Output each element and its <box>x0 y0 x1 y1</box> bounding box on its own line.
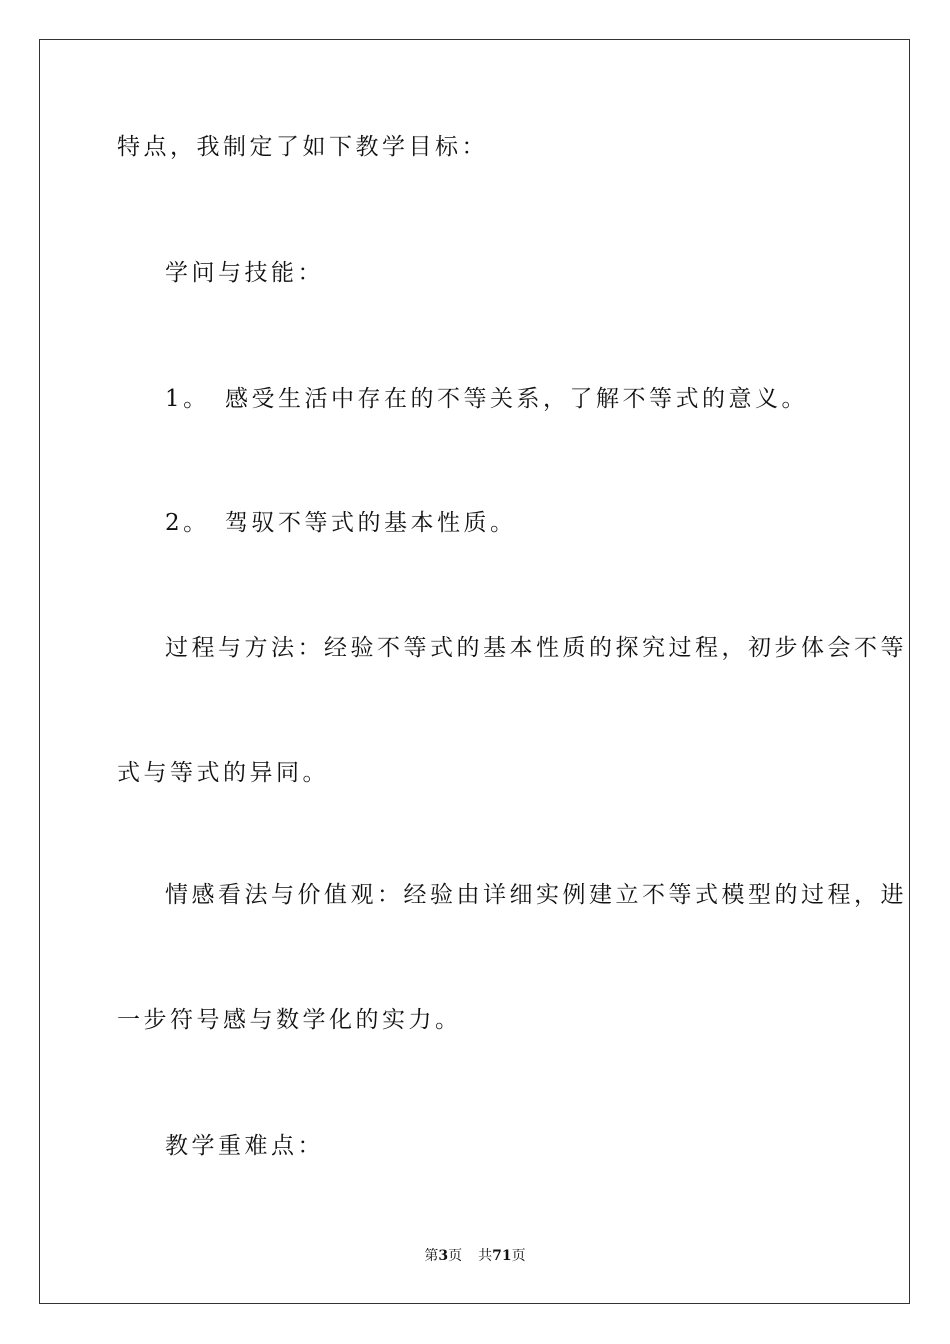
heading-key-difficulties: 教学重难点： <box>165 1133 324 1159</box>
text-line-process-method-cont: 式与等式的异同。 <box>117 760 329 786</box>
list-item-1 <box>165 384 808 414</box>
list-item-1-text: 感受生活中存在的不等关系，了解不等式的意义。 <box>225 386 808 412</box>
text-line-emotion-values-cont: 一步符号感与数学化的实力。 <box>117 1007 462 1033</box>
footer-page-number: 3 <box>438 1248 449 1264</box>
list-item-2-text: 驾驭不等式的基本性质。 <box>225 510 517 536</box>
text-line-emotion-values: 情感看法与价值观：经验由详细实例建立不等式模型的过程，进 <box>165 882 907 908</box>
list-item-2-number: 2。 <box>165 510 210 536</box>
list-item-1-number: 1。 <box>165 386 210 412</box>
footer-total-suffix: 页 <box>511 1248 526 1264</box>
list-item-2 <box>165 508 517 538</box>
page-footer <box>0 1246 950 1266</box>
text-line-process-method: 过程与方法：经验不等式的基本性质的探究过程，初步体会不等 <box>165 635 907 661</box>
footer-page-prefix: 第 <box>424 1248 439 1264</box>
text-line-1: 特点，我制定了如下教学目标： <box>117 134 488 160</box>
page-border <box>39 39 910 1304</box>
heading-knowledge-skills: 学问与技能： <box>165 260 324 286</box>
footer-total-prefix: 共 <box>478 1248 493 1264</box>
footer-page-suffix: 页 <box>448 1248 463 1264</box>
footer-total-pages: 71 <box>492 1248 512 1264</box>
